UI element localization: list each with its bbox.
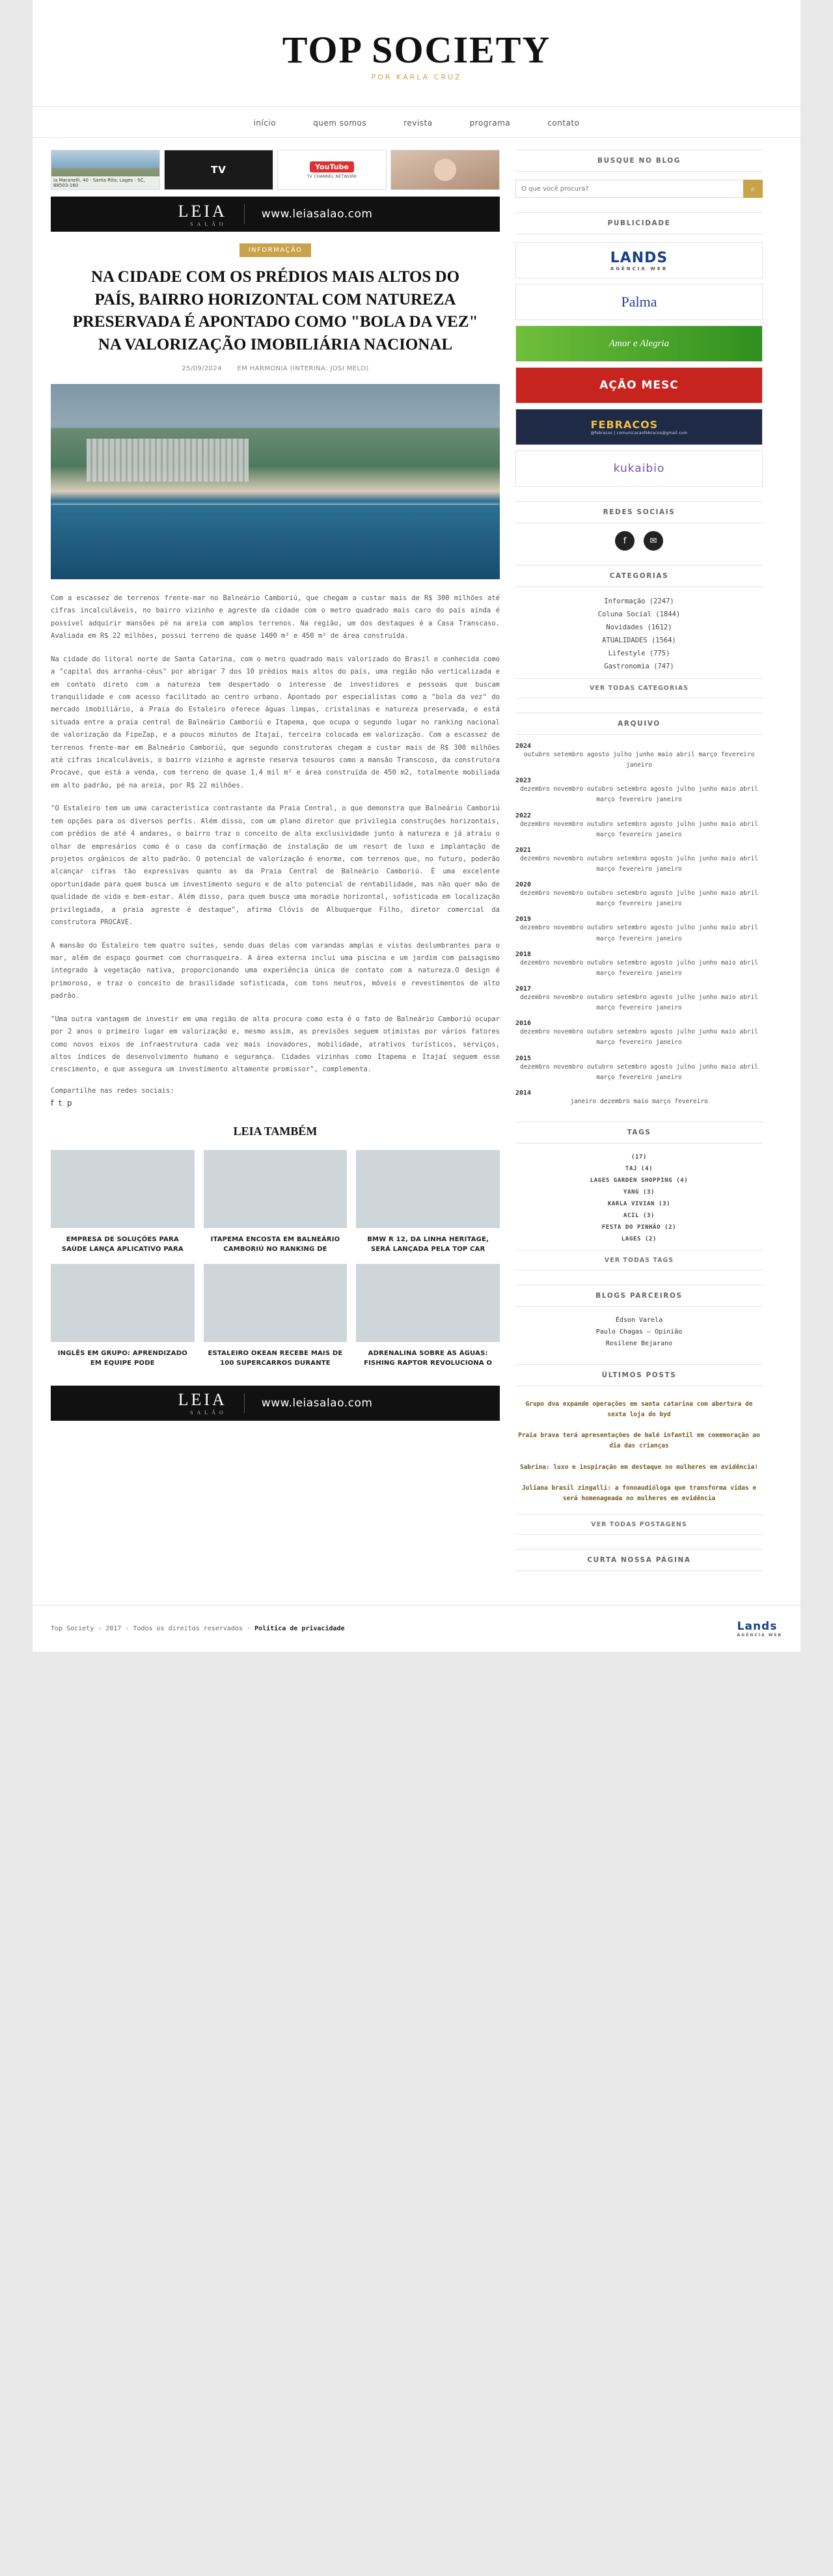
ad-banner-realestate[interactable]	[51, 150, 160, 190]
tag-item[interactable]: KARLA VIVIAN (3)	[607, 1200, 671, 1207]
categories-box	[515, 565, 763, 698]
mail-icon[interactable]: ✉	[644, 531, 663, 551]
archive-year: 2015	[515, 1054, 532, 1062]
archive-heading: ARQUIVO	[515, 713, 763, 735]
list-item[interactable]: Sabrina: luxo e inspiração em destaque no mulheres em evidência!	[519, 1463, 759, 1471]
partner-item[interactable]: Paulo Chagas – Opinião	[595, 1328, 683, 1336]
archive-year: 2017	[515, 985, 532, 993]
latest-posts-heading: ÚLTIMOS POSTS	[515, 1364, 763, 1386]
archive-year: 2024	[515, 743, 532, 750]
leia-url: www.leiasalao.com	[261, 208, 373, 221]
categories-heading: CATEGORIAS	[515, 565, 763, 587]
content-wrapper	[33, 138, 800, 1585]
search-box	[515, 150, 763, 198]
list-item[interactable]: Gastronomia (747)	[604, 663, 674, 670]
privacy-policy-link[interactable]: Política de privacidade	[254, 1624, 345, 1632]
ad-palma[interactable]	[515, 284, 763, 320]
archive-year: 2014	[515, 1089, 532, 1097]
search-row[interactable]	[515, 180, 763, 198]
social-heading: REDES SOCIAIS	[515, 501, 763, 523]
archive-months[interactable]: dezembro novembro outubro setembro agosto julho junho maio abril março fevereiro janeiro	[519, 855, 759, 873]
site-logo: TOP SOCIETY	[282, 29, 551, 71]
leia-logo-text: LEIA	[178, 201, 227, 221]
also-read-grid	[51, 1150, 500, 1369]
article-category-wrap	[51, 242, 500, 257]
share-icons[interactable]	[51, 1099, 500, 1108]
social-box	[515, 501, 763, 551]
ad-acaomesc-name: AÇÃO MESC	[599, 379, 679, 392]
archive-months[interactable]: dezembro novembro outubro setembro agosto julho junho maio abril março fevereiro janeiro	[519, 820, 759, 838]
nav-item-inicio[interactable]: início	[253, 118, 277, 128]
thumbnail	[51, 1150, 195, 1228]
thumbnail	[356, 1264, 500, 1342]
see-all-tags-link[interactable]: VER TODAS TAGS	[515, 1250, 763, 1270]
thumbnail	[204, 1150, 348, 1228]
tag-item[interactable]: ACIL (3)	[623, 1212, 655, 1219]
nav-item-contato[interactable]: contato	[547, 118, 580, 128]
list-item[interactable]: Lifestyle (775)	[608, 650, 670, 657]
ad-febracos[interactable]	[515, 409, 763, 445]
list-item[interactable]	[51, 1150, 195, 1255]
page-root	[33, 0, 800, 1652]
thumbnail	[204, 1264, 348, 1342]
archive-months[interactable]: janeiro dezembro maio março fevereiro	[570, 1097, 708, 1105]
divider	[244, 1393, 245, 1413]
tag-item[interactable]: LAGES GARDEN SHOPPING (4)	[590, 1177, 689, 1184]
tag-item[interactable]: (17)	[631, 1153, 648, 1160]
advertising-box	[515, 212, 763, 487]
latest-posts-list	[515, 1394, 763, 1509]
archive-months[interactable]: dezembro novembro outubro setembro agosto julho junho maio abril março fevereiro janeiro	[519, 1028, 759, 1047]
tags-box	[515, 1121, 763, 1270]
article-author: EM HARMONIA (INTERINA: JOSI MELO)	[237, 365, 369, 372]
ad-amor-alegria[interactable]	[515, 325, 763, 362]
tv-label: TV	[211, 164, 226, 176]
partners-list	[515, 1315, 763, 1350]
archive-box	[515, 713, 763, 1107]
list-item[interactable]: Novidades (1612)	[606, 623, 672, 631]
card-title: EMPRESA DE SOLUÇÕES PARA SAÚDE LANÇA APLICATIVO PARA	[61, 1235, 184, 1254]
tag-item[interactable]: FESTA DO PINHÃO (2)	[601, 1224, 677, 1231]
ad-febracos-sub: @febracos | comunicacaofebracos@gmail.com	[590, 431, 688, 435]
archive-year: 2019	[515, 916, 532, 924]
social-row[interactable]	[515, 531, 763, 551]
site-footer	[33, 1605, 800, 1652]
article-date: 25/09/2024	[182, 365, 222, 372]
list-item[interactable]: Juliana brasil zingalli: a fonoaudióloga que transforma vidas e será homenageada no mulheres em evidência	[521, 1484, 757, 1502]
footer-agency-sub: AGÊNCIA WEB	[737, 1632, 782, 1637]
archive-months[interactable]: dezembro novembro outubro setembro agosto julho junho maio abril março fevereiro janeiro	[519, 1063, 759, 1081]
article-paragraph: A mansão do Estaleiro tem quatro suítes, sendo duas delas com varandas amplas e vistas deslumbrantes para o mar, além de espaço gourmet com churrasqueira. A área externa inclui uma piscina e um jardim com paisagismo integrado à vegetação nativa, proporcionando uma experiência única de contato com a natureza.O design é primoroso, e traz o conceito de brasilidade sofisticada, com tons neutros, móveis e revestimentos de alto padrão.	[51, 941, 500, 1000]
list-item[interactable]: Coluna Social (1844)	[597, 610, 681, 618]
leia-salao-banner-top[interactable]	[51, 197, 500, 232]
archive-months[interactable]: dezembro novembro outubro setembro agosto julho junho maio abril março fevereiro janeiro	[519, 993, 759, 1012]
tags-list	[515, 1151, 763, 1245]
sidebar	[515, 150, 763, 1585]
ad-amor-alegria-name: Amor e Alegria	[608, 338, 670, 349]
archive-months[interactable]: outubro setembro agosto julho junho maio abril março fevereiro janeiro	[523, 751, 755, 769]
footer-copy-text: Top Society - 2017 - Todos os direitos reservados -	[51, 1624, 255, 1632]
article-paragraph: Na cidade do litoral norte de Santa Catarina, com o metro quadrado mais valorizado do Brasil e conhecida como a "capital dos arranha-céus" por abrigar 7 dos 10 prédios mais altos do país, uma região não verticalizada e em contato direto com a natureza tem despertado o interesse de investidores e pessoas que buscam tranquilidade e com acesso facilitado ao centro urbano. Apontado por especialistas como a "bola da vez" do mercado imobiliário, a Praia do Estaleiro oferece águas limpas, cristalinas e natureza preservada, e está situada entre a praia central de Balneário Camboriú e Itapema, que ocupa o segundo lugar no ranking nacional de valorização da FipeZap, e a poucos minutos de Itajaí, terceira colocada em valorização. Com a escassez de terrenos frente-mar em Balneário Camboriú, que segundo construtoras chegam a custar mais de R$ 300 milhões até cifras incalculáveis, o bairro vizinho e agreste reserva tesouros como a mansão Transcoso, da construtora Procave, que está a venda, com terreno de quase 1,4 mil m² e área construída de 450 m2, totalmente mobiliada em alto padrão, pé na areia, por R$ 22 milhões.	[51, 655, 500, 789]
leia-logo	[178, 1390, 227, 1416]
ad-banner-address: ia Maranelli, 40 - Santa Rita, Lages - SC, 88503-160	[51, 176, 159, 189]
categories-list	[515, 595, 763, 673]
article-paragraph: "Uma outra vantagem de investir em uma região de alta procura como esta é o fato de Balneário Camboriú ocupar por 2 anos o primeiro lugar em valorização e, mesmo assim, as previsões seguem otimistas por vários fatores como novos eixos de infraestrutura cada vez mais inovadores, mobilidade, atrativos turísticos, serviços, altos índices de desenvolvimento humano e segurança. Cidades vizinhas como Itapema e Itajaí seguem esse crescimento, e que assegura um investimento altamente promissor", complementa.	[51, 1015, 500, 1074]
archive-months[interactable]: dezembro novembro outubro setembro agosto julho junho maio abril março fevereiro janeiro	[519, 786, 759, 804]
main-navigation[interactable]	[33, 106, 800, 138]
card-title: ADRENALINA SOBRE AS ÁGUAS: FISHING RAPTOR REVOLUCIONA O	[364, 1349, 493, 1367]
partners-heading: BLOGS PARCEIROS	[515, 1285, 763, 1307]
card-title: ESTALEIRO OKEAN RECEBE MAIS DE 100 SUPERCARROS DURANTE	[208, 1349, 343, 1367]
archive-year: 2016	[515, 1020, 532, 1028]
article-category-badge[interactable]: INFORMAÇÃO	[239, 243, 312, 257]
tag-item[interactable]: YANG (3)	[623, 1188, 655, 1196]
main-column	[51, 150, 500, 1427]
list-item[interactable]: Grupo dva expande operações em santa catarina com abertura de sexta loja do byd	[525, 1400, 753, 1419]
leia-url: www.leiasalao.com	[261, 1396, 373, 1410]
list-item[interactable]: Informação (2247)	[604, 597, 674, 605]
ad-acaomesc[interactable]	[515, 367, 763, 404]
fanpage-box	[515, 1549, 763, 1571]
divider	[244, 204, 245, 224]
archive-year: 2021	[515, 846, 532, 854]
ad-lands-sub: AGÊNCIA WEB	[610, 266, 668, 271]
search-icon[interactable]: ⌕	[743, 180, 763, 198]
article-meta	[51, 365, 500, 372]
tag-item[interactable]: LAGES (2)	[621, 1235, 657, 1242]
fanpage-heading: CURTA NOSSA PÁGINA	[515, 1549, 763, 1571]
search-input[interactable]	[515, 180, 743, 198]
ad-febracos-name: FEBRACOS	[590, 418, 659, 431]
nav-item-revista[interactable]: revista	[403, 118, 433, 128]
article-title: NA CIDADE COM OS PRÉDIOS MAIS ALTOS DO PAÍS, BAIRRO HORIZONTAL COM NATUREZA PRESERVADA É APONTADO COMO "BOLA DA VEZ" NA VALORIZAÇÃO IMOBILIÁRIA NACIONAL	[72, 268, 478, 353]
thumbnail	[356, 1150, 500, 1228]
archive-year: 2023	[515, 777, 532, 785]
leia-logo-text: LEIA	[178, 1390, 227, 1410]
youtube-sub: TV CHANNEL NETWORK	[307, 174, 357, 179]
partner-item[interactable]: Rosilene Bejarano	[605, 1339, 673, 1347]
twitter-icon[interactable]: t	[59, 1098, 62, 1108]
list-item[interactable]	[204, 1150, 348, 1255]
leia-logo	[178, 202, 227, 227]
also-read-title: LEIA TAMBÉM	[233, 1124, 318, 1138]
tag-item[interactable]: TAJ (4)	[625, 1165, 653, 1172]
ad-banner-tv[interactable]	[164, 150, 273, 190]
ad-lands-name: LANDS	[610, 249, 668, 266]
ad-kukaibio-name: kukaibio	[613, 462, 665, 475]
list-item[interactable]	[356, 1264, 500, 1369]
youtube-icon: YouTube	[310, 161, 354, 172]
article-hero-image	[51, 384, 500, 579]
ad-banner-youtube[interactable]	[277, 150, 387, 190]
leia-logo-sub: SALÃO	[190, 221, 227, 227]
leia-salao-banner-bottom[interactable]	[51, 1386, 500, 1421]
nav-item-programa[interactable]: programa	[469, 118, 511, 128]
ad-kukaibio[interactable]	[515, 450, 763, 487]
hero-sea	[51, 505, 500, 579]
archive-year: 2020	[515, 881, 532, 889]
share-label: Compartilhe nas redes sociais:	[51, 1086, 174, 1095]
archive-months[interactable]: dezembro novembro outubro setembro agosto julho junho maio abril março fevereiro janeiro	[519, 924, 759, 942]
archive-months[interactable]: dezembro novembro outubro setembro agosto julho junho maio abril março fevereiro janeiro	[519, 959, 759, 977]
article-paragraph: "O Estaleiro tem um uma característica contrastante da Praia Central, o que demonstra que Balneário Camboriú tem opções para os diversos perfis. Além disso, com um plano diretor que privilegia construções horizontais, com prédios de até 4 andares, o bairro traz o conceito de alta exclusividade junto à natureza e já atraiu o olhar de empresários como é o caso da confirmação de instalação de um resort de luxo e implantação de projetos orgânicos de alto padrão. O potencial de valorização é enorme, com terrenos que, no futuro, poderão alcançar cifras tão expressivas quanto as da Praia Central de Balneário Camboriú. É uma excelente oportunidade para quem busca um investimento seguro e de alto potencial de rentabilidade, mas não quer mão de qualidade de vida e bem-estar. Além disso, para quem busca uma moradia horizontal, sofisticada em localização privilegiada, a praia agreste é destaque", afirma Clóvis de Albuquerque Filho, diretor comercial da construtora PROCAVE.	[51, 804, 500, 927]
card-title: BMW R 12, DA LINHA HERITAGE, SERÁ LANÇADA PELA TOP CAR	[367, 1235, 489, 1254]
list-item[interactable]	[204, 1264, 348, 1369]
card-title: ITAPEMA ENCOSTA EM BALNEÁRIO CAMBORIÚ NO RANKING DE	[210, 1235, 340, 1254]
archive-list	[515, 743, 763, 1107]
facebook-icon[interactable]: f	[615, 531, 635, 551]
archive-year: 2018	[515, 950, 532, 958]
see-all-posts-link[interactable]: VER TODAS POSTAGENS	[515, 1514, 763, 1535]
top-ad-banners[interactable]	[51, 150, 500, 190]
site-masthead	[33, 0, 800, 88]
article-paragraph: Com a escassez de terrenos frente-mar no Balneário Camboriú, que chegam a custar mais de R$ 300 milhões até cifras incalculáveis, no bairro vizinho e agreste da cidade com o metro quadrado mais caro do país ainda é possível adquirir mansões pé na areia com amplos terrenos. Na região, um dos destaques é a Casa Transcaso. Avaliada em R$ 22 milhões, possui terreno de quase 1400 m² e 450 m² de área construída.	[51, 594, 500, 640]
list-item[interactable]	[356, 1150, 500, 1255]
ad-lands[interactable]	[515, 242, 763, 279]
archive-year: 2022	[515, 812, 532, 819]
tags-heading: TAGS	[515, 1121, 763, 1144]
search-heading: BUSQUE NO BLOG	[515, 150, 763, 172]
ad-palma-name: Palma	[621, 294, 657, 310]
footer-copyright	[51, 1625, 345, 1632]
list-item[interactable]: Praia brava terá apresentações de balé infantil em comemoração ao dia das crianças	[518, 1432, 760, 1450]
footer-agency-logo[interactable]	[737, 1620, 782, 1637]
portrait-avatar	[434, 159, 456, 181]
nav-item-quem-somos[interactable]: quem somos	[313, 118, 367, 128]
ad-banner-portrait[interactable]	[390, 150, 500, 190]
site-tagline: POR KARLA CRUZ	[371, 73, 462, 81]
list-item[interactable]: ATUALIDADES (1564)	[602, 637, 676, 644]
article-body	[51, 592, 500, 1076]
list-item[interactable]	[51, 1264, 195, 1369]
footer-agency-name: Lands	[737, 1619, 778, 1633]
advertising-heading: PUBLICIDADE	[515, 212, 763, 234]
partner-item[interactable]: Édson Varela	[615, 1316, 663, 1324]
leia-logo-sub: SALÃO	[190, 1410, 227, 1416]
latest-posts-box	[515, 1364, 763, 1535]
facebook-icon[interactable]: f	[51, 1098, 54, 1108]
partners-box	[515, 1285, 763, 1350]
archive-months[interactable]: dezembro novembro outubro setembro agosto julho junho maio abril março fevereiro janeiro	[519, 890, 759, 908]
pinterest-icon[interactable]: p	[66, 1098, 72, 1108]
hero-city-buildings	[87, 439, 248, 482]
see-all-categories-link[interactable]: VER TODAS CATEGORIAS	[515, 678, 763, 698]
card-title: INGLÊS EM GRUPO: APRENDIZADO EM EQUIPE PODE	[57, 1349, 187, 1367]
thumbnail	[51, 1264, 195, 1342]
